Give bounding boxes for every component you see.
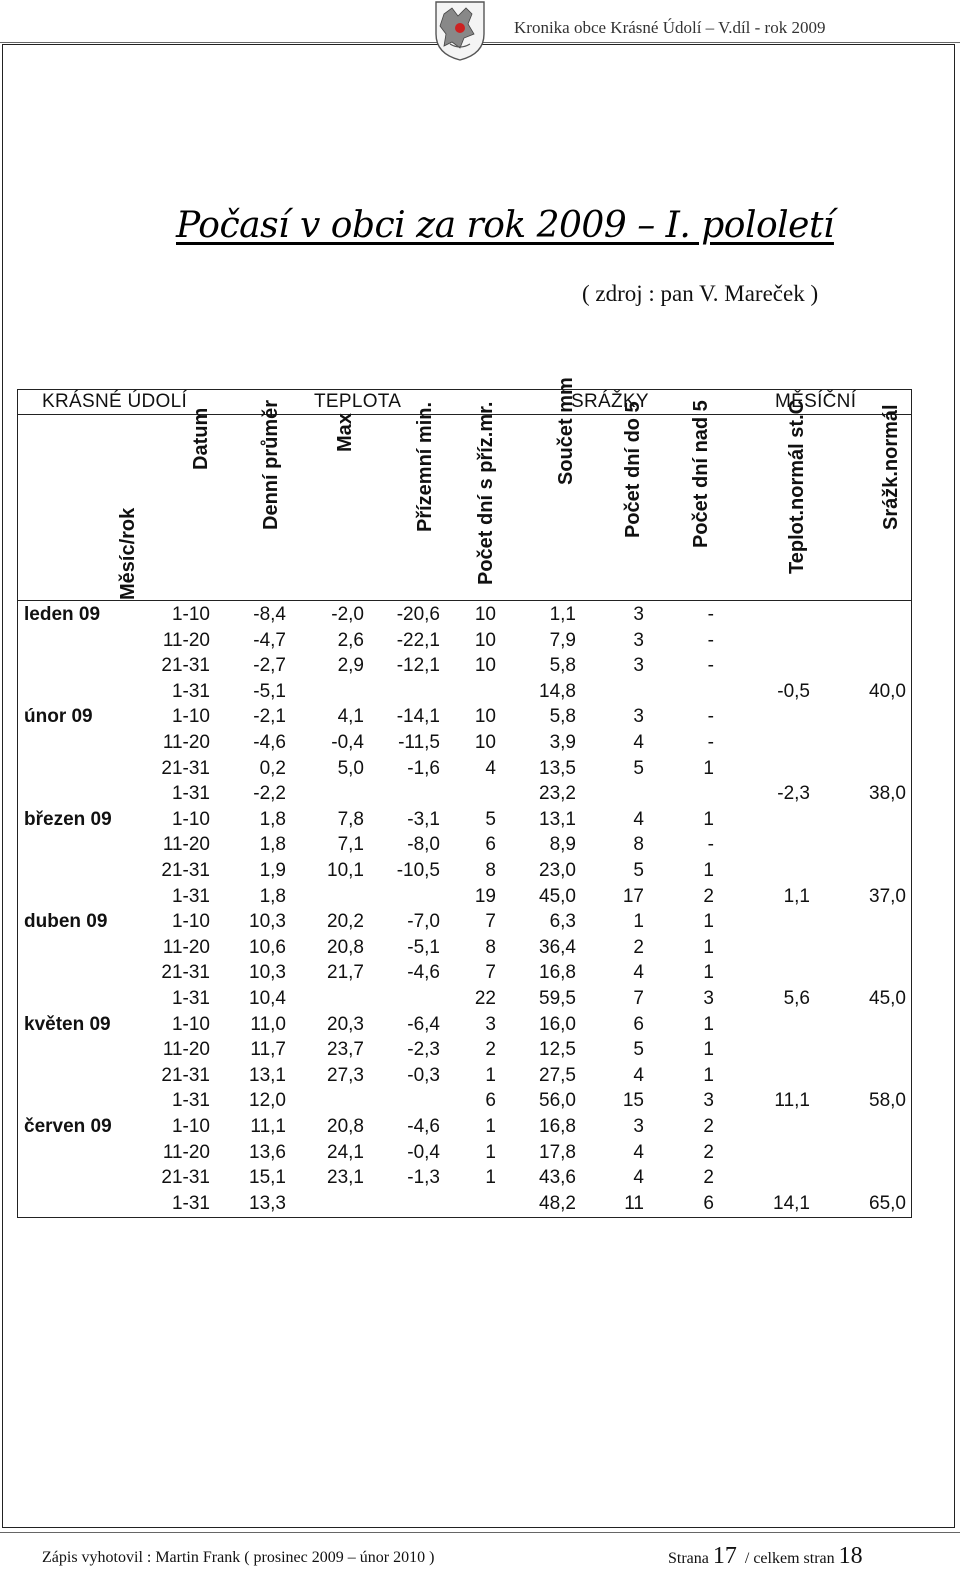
total-label: / celkem stran: [744, 1550, 835, 1567]
table-cell: 11,1: [774, 1090, 810, 1112]
table-cell: 3: [633, 604, 644, 625]
group-header-precipitation: SRÁŽKY: [571, 391, 649, 412]
table-cell: 8,9: [549, 834, 576, 856]
table-cell: 12,5: [539, 1039, 576, 1061]
table-cell: 0,2: [259, 757, 286, 779]
table-cell: -: [707, 629, 714, 651]
table-cell: 1-10: [171, 1013, 210, 1035]
table-cell: 27,5: [539, 1064, 576, 1086]
table-cell: 1-31: [171, 885, 210, 907]
table-cell: 21-31: [161, 962, 210, 984]
table-cell: 11,0: [250, 1013, 286, 1035]
table-cell: 4: [633, 732, 644, 753]
table-cell: 10,1: [327, 860, 364, 881]
table-cell: 2: [633, 936, 644, 958]
table-cell: 16,8: [539, 1116, 576, 1137]
table-cell: 1-10: [171, 706, 210, 728]
table-cell: 1,1: [783, 885, 810, 907]
table-cell: 20,8: [327, 1116, 364, 1137]
table-cell: 23,0: [539, 860, 576, 881]
table-cell: 23,2: [539, 783, 576, 805]
table-cell: 11-20: [162, 936, 210, 958]
source-note: ( zdroj : pan V. Mareček ): [582, 281, 819, 306]
month-label: červen 09: [24, 1116, 112, 1137]
table-cell: 5,0: [337, 757, 364, 779]
table-cell: 21,7: [327, 962, 364, 984]
table-cell: 1: [703, 911, 714, 933]
table-cell: 12,0: [249, 1090, 286, 1112]
table-cell: 36,4: [539, 936, 576, 958]
table-cell: 4: [633, 962, 644, 984]
column-header: Součet mm: [555, 377, 577, 485]
table-cell: 7,9: [549, 629, 576, 651]
table-cell: 1-31: [171, 988, 210, 1009]
table-cell: 1-10: [171, 1116, 210, 1137]
table-cell: 8: [485, 860, 496, 881]
table-cell: -11,5: [398, 732, 440, 753]
footer-pagination: [668, 1543, 863, 1570]
table-cell: 3: [633, 655, 644, 677]
table-cell: -2,3: [407, 1039, 440, 1061]
municipal-crest-icon: [430, 0, 490, 62]
table-cell: 2,6: [337, 629, 364, 651]
table-cell: 1: [703, 936, 714, 958]
column-header: Počet dní s příz.mr.: [475, 401, 497, 585]
table-cell: 56,0: [539, 1090, 576, 1112]
table-cell: 38,0: [869, 783, 906, 805]
table-cell: -: [707, 706, 714, 728]
table-cell: -1,6: [407, 757, 440, 779]
table-cell: 37,0: [869, 885, 906, 907]
table-cell: -0,4: [407, 1141, 440, 1163]
table-cell: 20,8: [327, 936, 364, 958]
table-cell: -4,7: [253, 629, 286, 651]
table-cell: 27,3: [327, 1064, 364, 1086]
column-header: Počet dní nad 5: [690, 400, 712, 548]
table-cell: 1: [703, 808, 714, 830]
table-cell: 22: [474, 988, 496, 1009]
table-cell: -: [707, 834, 714, 856]
month-label: únor 09: [24, 706, 93, 728]
table-cell: 10,3: [249, 962, 286, 984]
table-cell: 1,8: [259, 808, 286, 830]
table-cell: 4,1: [337, 706, 364, 728]
table-cell: 1: [703, 860, 714, 881]
table-cell: 14,1: [773, 1192, 810, 1214]
table-cell: 11,7: [250, 1039, 286, 1061]
table-cell: 10: [474, 604, 496, 625]
table-cell: 5: [633, 860, 644, 881]
table-cell: 10: [474, 629, 496, 651]
table-cell: 7,8: [337, 808, 364, 830]
table-cell: 13,5: [539, 757, 576, 779]
table-cell: 14,8: [539, 680, 576, 702]
chronicle-header: Kronika obce Krásné Údolí – V.díl - rok 2009: [514, 18, 826, 37]
table-cell: 4: [633, 1167, 644, 1189]
table-cell: -1,3: [407, 1167, 440, 1189]
table-cell: 1: [485, 1064, 496, 1086]
table-cell: 65,0: [869, 1192, 906, 1214]
table-cell: 48,2: [539, 1192, 576, 1214]
table-cell: 13,6: [249, 1141, 286, 1163]
table-cell: 21-31: [161, 860, 210, 881]
table-cell: 4: [633, 1141, 644, 1163]
table-cell: 10: [474, 706, 496, 728]
group-header-monthly: MĚSÍČNÍ: [775, 391, 857, 412]
table-cell: 21-31: [161, 757, 210, 779]
table-cell: 11,1: [250, 1116, 286, 1137]
table-cell: 3,9: [549, 732, 576, 753]
table-cell: -: [707, 655, 714, 677]
table-cell: 45,0: [539, 885, 576, 907]
table-cell: -0,4: [331, 732, 364, 753]
table-cell: -5,1: [253, 680, 286, 702]
table-cell: 6: [703, 1192, 714, 1214]
table-cell: 1: [485, 1141, 496, 1163]
table-cell: 10: [474, 655, 496, 677]
month-label: leden 09: [24, 604, 101, 625]
table-cell: 1-31: [171, 783, 210, 805]
table-cell: 17: [622, 885, 644, 907]
table-cell: 58,0: [869, 1090, 906, 1112]
month-label: květen 09: [24, 1013, 111, 1035]
table-cell: 1: [485, 1167, 496, 1189]
table-cell: 2: [703, 1116, 714, 1137]
table-cell: -20,6: [396, 604, 440, 625]
table-cell: 4: [485, 757, 496, 779]
table-cell: 8: [485, 936, 496, 958]
table-cell: 8: [633, 834, 644, 856]
table-cell: 1: [703, 962, 714, 984]
table-cell: 5,8: [549, 706, 576, 728]
table-cell: 16,0: [539, 1013, 576, 1035]
table-cell: 5: [633, 757, 644, 779]
column-header: Max: [334, 413, 356, 452]
table-cell: 11-20: [162, 732, 210, 753]
table-cell: 21-31: [161, 1167, 210, 1189]
table-cell: 20,3: [327, 1013, 364, 1035]
table-cell: 5: [485, 808, 496, 830]
table-cell: 1-31: [171, 680, 210, 702]
table-cell: 13,1: [249, 1064, 286, 1086]
table-cell: 1,9: [259, 860, 286, 881]
table-cell: 3: [703, 1090, 714, 1112]
table-cell: 4: [633, 1064, 644, 1086]
table-cell: -14,1: [396, 706, 440, 728]
page-number: 17: [712, 1543, 737, 1569]
table-cell: 5,8: [549, 655, 576, 677]
table-cell: 1: [703, 757, 714, 779]
table-cell: 1: [703, 1064, 714, 1086]
table-cell: 1,8: [259, 834, 286, 856]
table-cell: 11: [624, 1192, 644, 1214]
page-label: Strana: [668, 1550, 709, 1567]
table-cell: 6: [485, 834, 496, 856]
table-cell: 11-20: [162, 629, 210, 651]
table-cell: 19: [474, 885, 496, 907]
column-header: Srážk.normál: [880, 404, 902, 530]
footer-rule: [0, 1532, 960, 1533]
table-cell: -2,3: [777, 783, 810, 805]
table-cell: -12,1: [396, 655, 440, 677]
table-cell: 3: [633, 1116, 644, 1137]
table-cell: 1: [633, 911, 644, 933]
table-cell: -2,2: [253, 783, 286, 805]
table-cell: 13,3: [249, 1192, 286, 1214]
column-header: Teplot.normál st.C: [786, 399, 808, 574]
table-cell: 10: [474, 732, 496, 753]
table-cell: -5,1: [407, 936, 440, 958]
table-cell: -8,4: [253, 604, 286, 625]
table-cell: -10,5: [396, 860, 440, 881]
table-cell: 16,8: [539, 962, 576, 984]
table-cell: 7: [633, 988, 644, 1009]
table-cell: 2,9: [337, 655, 364, 677]
header-divider: [17, 600, 912, 601]
table-cell: 3: [633, 706, 644, 728]
table-cell: -0,5: [777, 680, 810, 702]
table-cell: 7,1: [337, 834, 364, 856]
column-header: Datum: [190, 407, 212, 470]
table-cell: 5,6: [783, 988, 810, 1009]
table-cell: 6: [633, 1013, 644, 1035]
table-cell: -4,6: [407, 962, 440, 984]
table-cell: -4,6: [253, 732, 286, 753]
table-cell: 1-31: [171, 1192, 210, 1214]
table-cell: -4,6: [407, 1116, 440, 1137]
table-cell: 45,0: [869, 988, 906, 1009]
table-cell: 1: [485, 1116, 496, 1137]
table-cell: 20,2: [327, 911, 364, 933]
table-cell: 15,1: [249, 1167, 286, 1189]
table-cell: 2: [485, 1039, 496, 1061]
table-cell: 6,3: [549, 911, 576, 933]
table-cell: 11-20: [162, 1039, 210, 1061]
table-cell: 17,8: [539, 1141, 576, 1163]
group-header-temperature: TEPLOTA: [314, 391, 402, 412]
table-cell: 59,5: [539, 988, 576, 1009]
table-cell: 24,1: [327, 1141, 364, 1163]
table-cell: -6,4: [407, 1013, 440, 1035]
table-cell: 1,8: [259, 885, 286, 907]
table-cell: 2: [703, 1167, 714, 1189]
table-cell: -2,7: [253, 655, 286, 677]
table-cell: 11-20: [162, 1141, 210, 1163]
table-cell: 1-31: [171, 1090, 210, 1112]
month-label: duben 09: [24, 911, 108, 933]
table-cell: 21-31: [161, 1064, 210, 1086]
table-cell: 23,7: [327, 1039, 364, 1061]
table-cell: 11-20: [162, 834, 210, 856]
table-cell: 1-10: [171, 911, 210, 933]
footer-author: Zápis vyhotovil : Martin Frank ( prosinec 2009 – únor 2010 ): [42, 1549, 435, 1566]
table-cell: 2: [703, 885, 714, 907]
table-cell: 5: [633, 1039, 644, 1061]
table-cell: 15: [622, 1090, 644, 1112]
table-cell: 23,1: [327, 1167, 364, 1189]
table-cell: -3,1: [407, 808, 440, 830]
table-cell: 10,6: [249, 936, 286, 958]
table-cell: 1: [703, 1039, 714, 1061]
table-cell: 13,1: [539, 808, 576, 830]
table-cell: -2,0: [331, 604, 364, 625]
table-cell: 7: [485, 962, 496, 984]
month-label: březen 09: [24, 808, 112, 830]
table-cell: 3: [485, 1013, 496, 1035]
table-cell: -7,0: [407, 911, 440, 933]
table-cell: -2,1: [253, 706, 286, 728]
column-header: Počet dní do 5: [622, 401, 644, 538]
table-cell: 3: [633, 629, 644, 651]
table-cell: 7: [485, 911, 496, 933]
table-cell: -8,0: [407, 834, 440, 856]
column-header: Denní průměr: [260, 399, 282, 530]
table-cell: 1: [703, 1013, 714, 1035]
table-cell: 4: [633, 808, 644, 830]
table-cell: 6: [485, 1090, 496, 1112]
table-cell: 43,6: [539, 1167, 576, 1189]
table-cell: 40,0: [869, 680, 906, 702]
table-cell: -: [707, 732, 714, 753]
table-cell: -0,3: [407, 1064, 440, 1086]
group-divider: [17, 414, 912, 415]
table-cell: -: [707, 604, 714, 625]
table-cell: 1-10: [171, 808, 210, 830]
table-cell: 21-31: [161, 655, 210, 677]
group-header-location: KRÁSNÉ ÚDOLÍ: [42, 391, 188, 412]
table-cell: 10,4: [249, 988, 286, 1009]
column-header: Přízemní min.: [414, 401, 436, 532]
table-cell: 1-10: [171, 604, 210, 625]
table-cell: 1,1: [549, 604, 576, 625]
table-cell: -22,1: [396, 629, 440, 651]
column-header: Měsíc/rok: [117, 507, 139, 600]
total-pages: 18: [838, 1543, 863, 1569]
table-cell: 3: [703, 988, 714, 1009]
page-title: Počasí v obci za rok 2009 – I. pololetí: [176, 205, 834, 246]
table-cell: 10,3: [249, 911, 286, 933]
table-cell: 2: [703, 1141, 714, 1163]
